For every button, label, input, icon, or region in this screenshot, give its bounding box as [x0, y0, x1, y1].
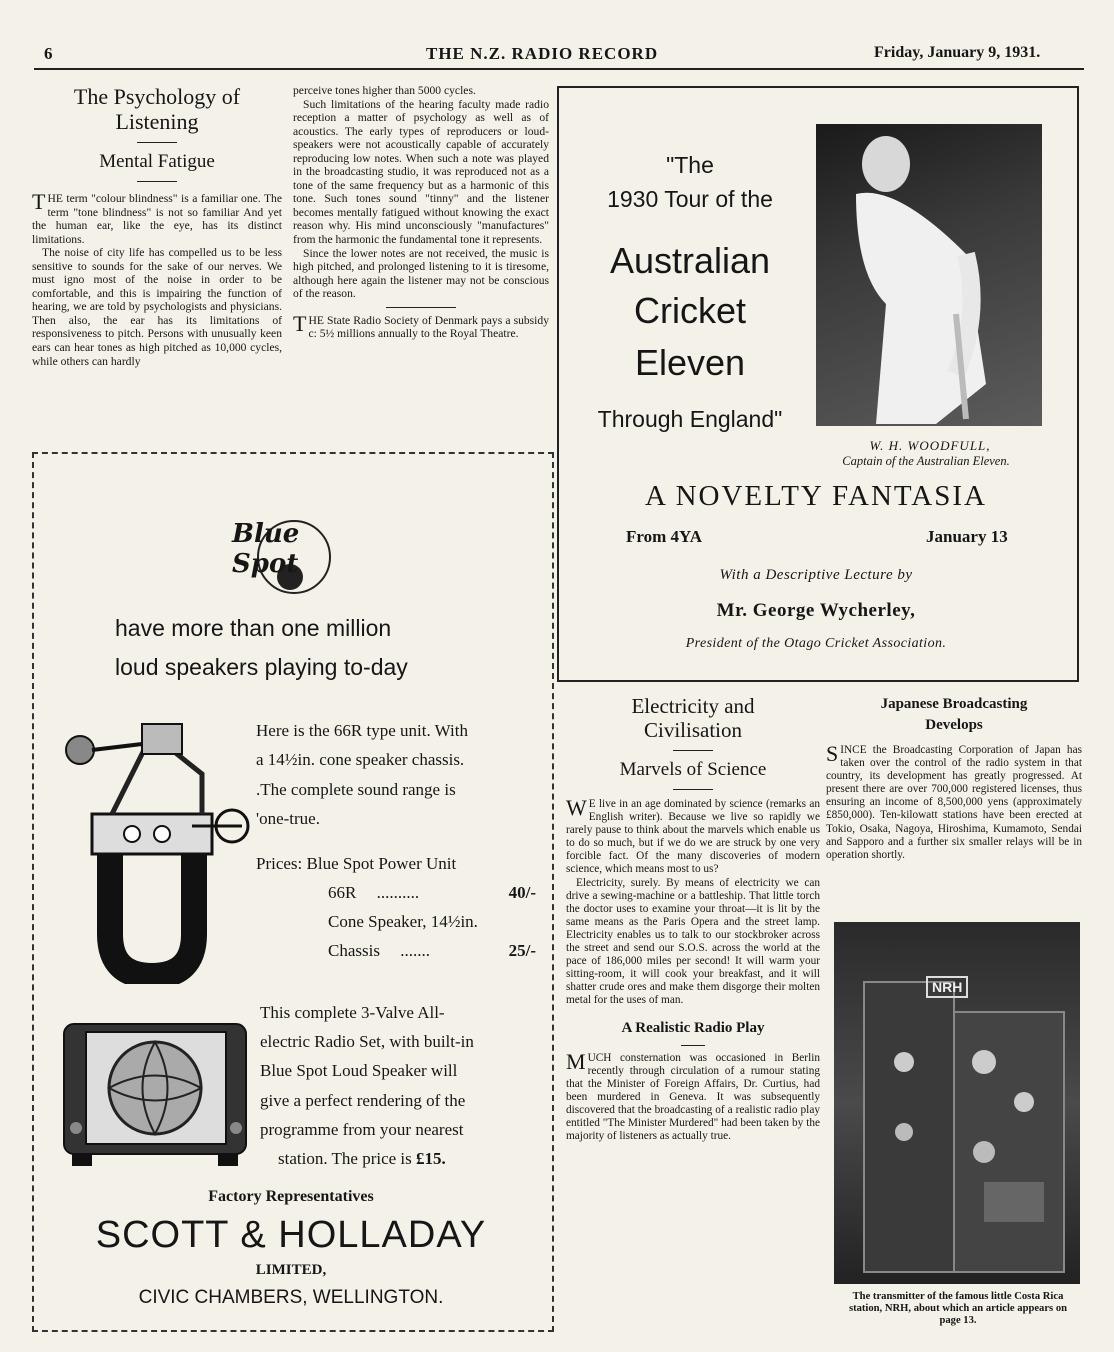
psychology-col2 — [293, 84, 549, 341]
electricity-p2: Electricity, surely. By means of electricity we can drive a sewing-machine or a battleship. That little torch the doctor uses to examine your throat—it is lit by the same means as the Paris Opera and the street lamp. Electricity enables us to talk to our stockbroker across the street and send our S.O.S. across the world at the pace of 186,000 miles per second! It will warm your sitting-room, it will cook your breakfast, and it will shatter crude ores and make them disgorge their molten metal for the uses of man. — [566, 876, 820, 1007]
set-line-1: This complete 3-Valve All- — [260, 1003, 445, 1022]
nrh-transmitter-photo — [834, 922, 1080, 1284]
cricket-quote-5: Eleven — [634, 342, 746, 383]
cricket-quote-2: 1930 Tour of the — [607, 186, 773, 212]
price1-value: 40/- — [508, 883, 536, 902]
nrh-sign: NRH — [926, 976, 968, 998]
lecture-line: With a Descriptive Lecture by — [719, 567, 913, 583]
speaker-title: President of the Otago Cricket Association. — [685, 636, 947, 651]
broadcast-date: January 13 — [926, 527, 1008, 546]
drop-cap: T — [32, 189, 46, 214]
bluespot-logo — [232, 507, 362, 597]
psychology-col1 — [32, 189, 282, 368]
brief-divider — [386, 307, 456, 308]
radio-set-illustration — [60, 1018, 250, 1170]
drop-cap: W — [566, 795, 587, 820]
bluespot-headline-2: loud speakers playing to-day — [115, 654, 408, 680]
psychology-title-line2: Listening — [115, 109, 199, 134]
electricity-subtitle: Marvels of Science — [619, 759, 767, 780]
photo-caption-1: W. H. WOODFULL, — [869, 438, 991, 453]
psychology-subtitle: Mental Fatigue — [99, 151, 215, 172]
set-price: £15. — [416, 1149, 446, 1169]
japan-body: SINCE the Broadcasting Corporation of Japan has taken over the control of the radio system in that country, its development has greatly progressed. At present there are over 700,000 registered licenses, thus ensuring an income of 8,500,000 yens (approximately £850,000). Ten-kilowatt stations have been erected at Tokio, Osaka, Nagoya, Hiroshima, Kumamoto, Sendai and Sapporo and a further six smaller relays will be in operation shortly. — [826, 741, 1082, 861]
issue-date: Friday, January 9, 1931. — [874, 44, 1041, 61]
radioplay-body: MUCH consternation was occasioned in Berlin recently through circulation of a rumour stating that the Minister of Foreign Affairs, Dr. Curtius, had been murdered in Geneva. It was subsequently discovered that the broadcasting of a realistic radio play entitled "The Minister Murdered" had been taken by the majority of listeners as actually true. — [566, 1048, 820, 1143]
set-line-3: Blue Spot Loud Speaker will — [260, 1061, 458, 1081]
price2-model: Chassis — [328, 941, 380, 960]
price1-name: Blue Spot Power Unit — [306, 854, 457, 873]
bluespot-prices — [256, 849, 536, 965]
speaker-unit-icon — [62, 714, 252, 984]
bluespot-unit-text — [256, 716, 532, 833]
bluespot-set-text — [260, 998, 536, 1173]
company-limited: LIMITED, — [255, 1262, 327, 1278]
japan-title-2: Develops — [925, 717, 983, 733]
radioplay-divider — [681, 1045, 705, 1046]
unit-line-2: a 14½in. cone speaker chassis. — [256, 750, 465, 770]
photo-caption-2: Captain of the Australian Eleven. — [842, 454, 1010, 468]
psychology-col1-p1: HE term "colour blindness" is a familiar one. The term "tone blindness" is not so familiar And yet the human ear, like the eye, has its distinct limitations. — [32, 192, 282, 246]
drop-cap: S — [826, 741, 839, 766]
woodfull-photo — [816, 124, 1042, 426]
speaker-name: Mr. George Wycherley, — [716, 600, 916, 621]
japan-article — [826, 694, 1082, 862]
title-divider — [673, 750, 713, 751]
cricket-quote-1: "The — [666, 152, 714, 178]
price1-model: 66R — [328, 883, 357, 902]
price2-name: Cone Speaker, 14½in. — [328, 912, 478, 931]
radioplay-title: A Realistic Radio Play — [621, 1019, 765, 1036]
set-line-5: programme from your nearest — [260, 1119, 464, 1139]
set-line-6: station. The price is £15. — [278, 1149, 446, 1169]
prices-label: Prices: — [256, 854, 303, 873]
price2-dots: ....... — [400, 941, 430, 960]
psychology-col2-p3: Since the lower notes are not received, the music is high pitched, and prolonged listening to it is tiresome, although here again the listener may not be conscious of the reason. — [293, 246, 549, 301]
psychology-col2-p1: perceive tones higher than 5000 cycles. — [293, 84, 476, 97]
cricket-quote-4: Cricket — [633, 290, 746, 331]
factory-representatives: Factory Representatives — [208, 1188, 374, 1205]
cricket-quote-3: Australian — [609, 240, 771, 281]
bluespot-headline-1: have more than one million — [115, 615, 392, 641]
set-line-2: electric Radio Set, with built-in — [260, 1032, 474, 1052]
set-line-4: give a perfect rendering of the — [260, 1090, 466, 1110]
unit-line-1: Here is the 66R type unit. With — [256, 721, 468, 740]
nrh-caption: The transmitter of the famous little Costa Rica station, NRH, about which an article appears on page 13. — [848, 1291, 1068, 1326]
electricity-title-1: Electricity and — [631, 694, 755, 718]
psychology-title-line1: The Psychology of — [73, 84, 241, 109]
cricket-quote-6: Through England" — [597, 406, 783, 432]
drop-cap: T — [293, 310, 307, 336]
bluespot-logo-text: Blue Spot — [232, 519, 300, 579]
drop-cap: M — [566, 1048, 586, 1074]
psychology-col2-p2: Such limitations of the hearing faculty made radio reception a matter of psychology as well as of acoustics. The early types of reproducers or loud-speakers were not acoustically capable of accurately reproducing low notes. When such a note was played in the broadcasting studio, it was reproduced not as a tone of the same frequency but as a harmonic of this tone. Such tones sound "tinny" and the listener becomes mentally fatigued without knowing the exact reason why. His mind unconsciously "manufactures" from the harmonic the fundamental tone it represents. — [293, 97, 549, 247]
subtitle-divider — [137, 181, 177, 182]
price1-dots: .......... — [376, 883, 420, 902]
header-rule — [34, 68, 1084, 70]
page-number: 6 — [44, 44, 53, 63]
unit-line-3: .The complete sound range is — [256, 779, 456, 799]
psychology-col1-p2: The noise of city life has compelled us to be less sensitive to sounds for the sake of our nerves. We must igno most of the noise in order to be comfortable, and this is impairing the function of hearing, we are told by psychologists and physicians. Then also, the ear has its limitations of responsiveness to pitch. Persons with unusually keen ears can hear tones as high pitched as 10,000 cycles, while others can hardly — [32, 246, 282, 368]
speaker-unit-illustration — [62, 714, 252, 984]
denmark-brief: THE State Radio Society of Denmark pays a subsidy c: 5½ millions annually to the Royal Theatre. — [293, 310, 549, 341]
title-divider — [137, 142, 177, 143]
masthead: THE N.Z. RADIO RECORD — [426, 44, 659, 63]
price2-value: 25/- — [508, 941, 536, 960]
radio-set-icon — [60, 1018, 250, 1170]
from-station: From 4YA — [626, 527, 703, 546]
electricity-p1: E live in an age dominated by science (remarks an English writer). Because we live so rapidly we rarely pause to think about the marvels which enable us to do so much, but if we do we are struck by one very forcible fact. Of the many discoveries of modern science, which means most to us? — [566, 798, 820, 876]
psychology-article — [32, 84, 282, 368]
novelty-fantasia: A NOVELTY FANTASIA — [645, 480, 987, 512]
electricity-article — [566, 694, 820, 1143]
cricketer-figure-icon — [816, 124, 1042, 426]
company-name: SCOTT & HOLLADAY — [95, 1214, 487, 1256]
subtitle-divider — [673, 789, 713, 790]
electricity-body — [566, 795, 820, 1008]
electricity-title-2: Civilisation — [643, 718, 742, 742]
unit-line-4: 'one-true. — [256, 808, 320, 828]
japan-title-1: Japanese Broadcasting — [880, 696, 1028, 712]
company-address: CIVIC CHAMBERS, WELLINGTON. — [138, 1287, 444, 1308]
